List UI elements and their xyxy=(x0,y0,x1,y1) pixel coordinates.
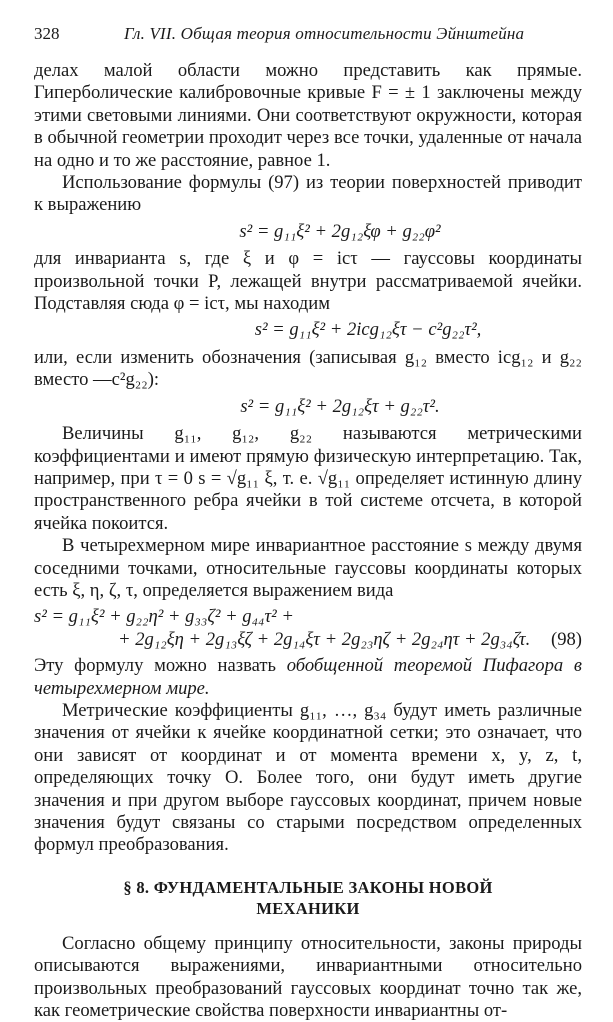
paragraph-7 xyxy=(34,655,582,700)
paragraph-7-text: Эту формулу можно назвать xyxy=(34,655,287,677)
formula-98-line2 xyxy=(34,629,582,651)
paragraph-4: или, если изменить обозначения (записывая g₁₂ вместо icg₁₂ и g₂₂ вместо —c²g₂₂): xyxy=(34,346,582,391)
formula-98-line1: s² = g₁₁ξ² + g₂₂η² + g₃₃ζ² + g₄₄τ² + xyxy=(34,606,294,628)
formula-98-terms: + 2g₁₂ξη + 2g₁₃ξζ + 2g₁₄ξτ + 2g₂₃ηζ + 2g₂₄ητ + 2g₃₄ζτ. xyxy=(118,628,531,650)
paragraph-6: В четырехмерном мире инвариантное расстояние s между двумя соседними точками, относительные гауссовы координаты которых есть ξ, η, ζ, τ, определяется выражением вида xyxy=(34,535,582,601)
formula-s2-tau: s² = g₁₁ξ² + 2g₁₂ξτ + g₂₂τ². xyxy=(240,395,440,417)
equation-number: (98) xyxy=(551,628,582,650)
pythagoras-emphasis: обобщенной теоремой Пифагора в четырехмерном мире. xyxy=(34,655,582,699)
page-body xyxy=(34,60,582,1022)
section-heading xyxy=(34,877,582,919)
running-head: Гл. VII. Общая теория относительности Эйнштейна xyxy=(124,24,525,43)
page-header xyxy=(34,24,582,48)
formula-s2-ic: s² = g₁₁ξ² + 2icg₁₂ξτ − c²g₂₂τ², xyxy=(254,319,482,341)
paragraph-1: делах малой области можно представить как прямые. Гиперболические калибровочные кривые F = ± 1 заключены между этими световыми линиями. Они соответствуют окружности, которая в обычной геометрии проходит через все точки, удаленные от начала на одно и то же расстояние, равное 1. xyxy=(34,60,582,171)
paragraph-5: Величины g₁₁, g₁₂, g₂₂ называются метрическими коэффициентами и имеют прямую физическую интерпретацию. Так, например, при τ = 0 s = √g₁₁ ξ, т. е. √g₁₁ определяет истинную длину пространственного ребра ячейки в той системе отсчета, в которой ячейка покоится. xyxy=(34,423,582,534)
page-number: 328 xyxy=(34,24,60,43)
section-heading-line2: МЕХАНИКИ xyxy=(256,898,360,918)
paragraph-9: Согласно общему принципу относительности, законы природы описываются выражениями, инвариантными относительно произвольных преобразований гауссовых координат точно так же, как геометрические свойства поверхности инвариантны от- xyxy=(34,932,582,1022)
paragraph-3: для инварианта s, где ξ и φ = icτ — гауссовы координаты произвольной точки P, лежащей внутри рассматриваемой ячейки. Подставляя сюда φ = icτ, мы находим xyxy=(34,248,582,315)
section-heading-line1: § 8. ФУНДАМЕНТАЛЬНЫЕ ЗАКОНЫ НОВОЙ xyxy=(123,877,493,897)
paragraph-2: Использование формулы (97) из теории поверхностей приводит к выражению xyxy=(34,172,582,216)
paragraph-8: Метрические коэффициенты g₁₁, …, g₃₄ будут иметь различные значения от ячейки к ячейке координатной сетки; это означает, что они зависят от координат и от момента времени x, y, z, t, определяющих точку O. Более того, они будут иметь другие значения и при другом выборе гауссовых координат, причем новые значения будут связаны со старыми посредством определенных формул преобразования. xyxy=(34,699,582,856)
formula-s2-phi: s² = g₁₁ξ² + 2g₁₂ξφ + g₂₂φ² xyxy=(239,220,441,242)
